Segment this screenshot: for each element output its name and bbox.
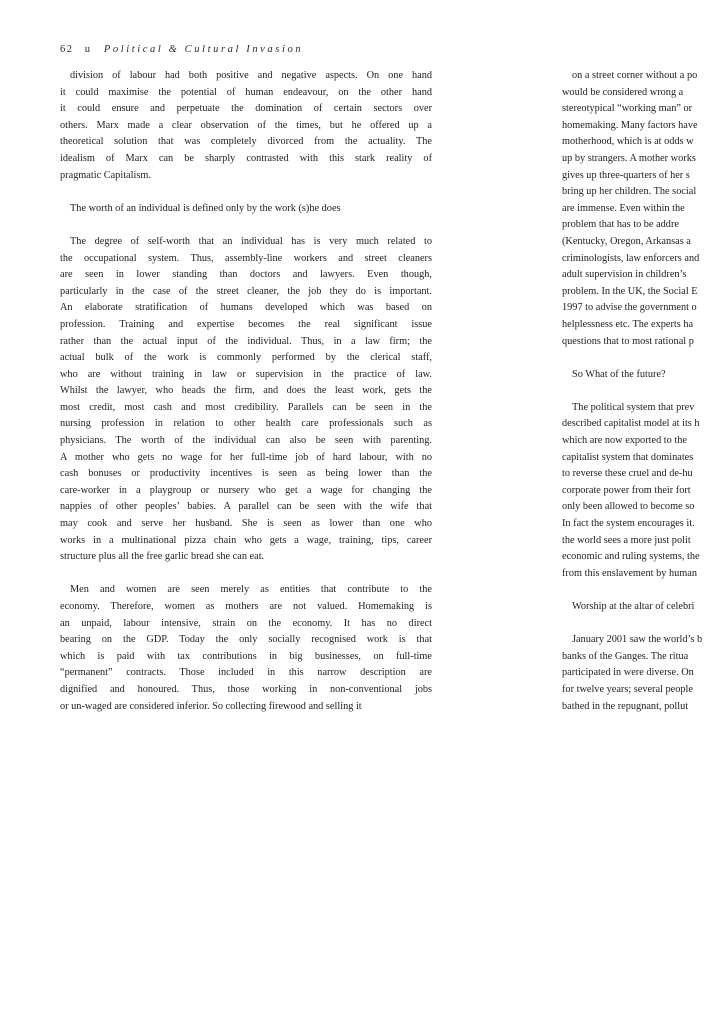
text-line: for twelve years; several people: [562, 683, 693, 695]
text-line: A mother who gets no wage for her full-time job of hard labour, with no: [60, 451, 432, 463]
text-line: “permanent” contracts. Those included in this narrow description are: [60, 667, 432, 679]
text-line: An elaborate stratification of humans developed which was based on: [60, 302, 432, 314]
text-line: from this enslavement by human: [562, 567, 697, 579]
page-number: 62: [60, 44, 74, 55]
paragraph: [60, 201, 432, 218]
text-line: 1997 to advise the government o: [562, 302, 697, 314]
text-line: pragmatic Capitalism.: [60, 169, 151, 181]
text-line: stereotypical “working man” or: [562, 103, 693, 115]
text-line: participated in were diverse. On: [562, 667, 694, 679]
running-header: [60, 44, 303, 55]
text-line: So What of the future?: [572, 368, 666, 380]
left-text-column: [60, 68, 432, 715]
text-line: who are without training in law or supervision in the practice of law.: [60, 368, 432, 380]
text-line: which is paid with tax contributions in big businesses, on full-time: [60, 650, 432, 662]
text-line: The degree of self-worth that an individual has is very much related to: [70, 235, 432, 247]
text-line: would be considered wrong a: [562, 86, 684, 98]
text-line: are immense. Even within the: [562, 202, 685, 214]
text-line: it could ensure and perpetuate the domination of certain sectors over: [60, 103, 432, 115]
text-line: may cook and serve her husband. She is seen as lower than one who: [60, 518, 432, 530]
text-line: economy. Therefore, women as mothers are not valued. Homemaking is: [60, 601, 432, 612]
text-line: are seen in lower standing than doctors and lawyers. Even though,: [60, 269, 432, 281]
text-line: which are now exported to the: [562, 435, 687, 447]
text-line: banks of the Ganges. The ritua: [562, 650, 689, 662]
text-line: up by strangers. A mother works: [562, 152, 696, 164]
text-line: it could maximise the potential of human endeavour, on the other hand: [60, 86, 432, 98]
text-line: criminologists, law enforcers and: [562, 252, 700, 264]
text-line: The worth of an individual is defined only by the work (s)he does: [70, 202, 341, 214]
text-line: problem that has to be addre: [562, 219, 679, 231]
text-line: physicians. The worth of the individual can also be seen with parenting.: [60, 435, 432, 447]
text-line: idealism of Marx can be sharply contrasted with this stark reality of: [60, 152, 432, 164]
text-line: others. Marx made a clear observation of the times, but he offered up a: [60, 119, 432, 131]
paragraph: [60, 234, 432, 566]
text-line: to reverse these cruel and de-hu: [562, 468, 693, 480]
text-line: cash bonuses or productivity incentives is seen as being lower than the: [60, 468, 432, 480]
text-line: capitalist system that dominates: [562, 451, 694, 463]
text-line: bearing on the GDP. Today the only socially recognised work is that: [60, 634, 432, 646]
text-line: the occupational system. Thus, assembly-line workers and street cleaners: [60, 252, 432, 264]
text-line: January 2001 saw the world’s b: [572, 634, 703, 646]
text-line: or un-waged are considered inferior. So collecting firewood and selling it: [60, 700, 362, 712]
text-line: motherhood, which is at odds w: [562, 136, 694, 148]
text-line: care-worker in a playgroup or nursery who get a wage for changing the: [60, 484, 432, 496]
text-line: works in a multinational pizza chain who gets a wage, training, tips, career: [60, 534, 432, 546]
text-line: only been allowed to become so: [562, 501, 695, 513]
text-line: described capitalist model at its h: [562, 418, 700, 430]
paragraph: [562, 632, 728, 715]
text-line: bring up her children. The social: [562, 186, 697, 198]
text-line: adult supervision in children’s: [562, 269, 687, 281]
header-separator-glyph: u: [84, 44, 93, 55]
text-line: economic and ruling systems, the: [562, 551, 700, 563]
text-line: The political system that prev: [572, 401, 695, 413]
text-line: helplessness etc. The experts ha: [562, 318, 694, 330]
right-text-column-cropped: [562, 68, 728, 715]
text-line: profession. Training and expertise becomes the real significant issue: [60, 318, 432, 330]
text-line: (Kentucky, Oregon, Arkansas a: [562, 235, 691, 247]
text-line: Men and women are seen merely as entities that contribute to the: [70, 584, 432, 596]
text-line: gives up three-quarters of her s: [562, 169, 690, 181]
paragraph: [562, 599, 728, 616]
text-line: theoretical solution that was completely divorced from the actuality. The: [60, 136, 432, 148]
text-line: an unpaid, labour intensive, strain on the economy. It has no direct: [60, 617, 432, 629]
text-line: nappies of other peoples’ babies. A parallel can be seen with the wife that: [60, 501, 432, 513]
text-line: bathed in the repugnant, pollut: [562, 700, 689, 712]
text-line: most credit, most cash and most credibility. Parallels can be seen in the: [60, 401, 432, 413]
text-line: Worship at the altar of celebri: [572, 601, 695, 612]
paragraph: [562, 400, 728, 583]
text-line: on a street corner without a po: [572, 70, 698, 81]
paragraph: [562, 68, 728, 350]
text-line: structure plus all the free garlic bread she can eat.: [60, 551, 265, 563]
text-line: rather than the actual input of the individual. Thus, in a law firm; the: [60, 335, 432, 347]
text-line: particularly in the case of the street cleaner, the job they do is important.: [60, 285, 432, 297]
text-line: problem. In the UK, the Social E: [562, 285, 698, 297]
text-line: division of labour had both positive and negative aspects. On one hand: [70, 70, 432, 81]
running-title: Political & Cultural Invasion: [103, 44, 304, 55]
text-line: homemaking. Many factors have: [562, 119, 698, 131]
paragraph: [60, 68, 432, 184]
text-line: nursing profession in relation to other health care professionals such as: [60, 418, 432, 430]
text-line: corporate power from their fort: [562, 484, 691, 496]
paragraph: [562, 367, 728, 384]
text-line: In fact the system encourages it.: [562, 518, 695, 530]
paragraph: [60, 582, 432, 715]
text-line: questions that to most rational p: [562, 335, 694, 347]
text-line: actual bulk of the work is commonly performed by the clerical staff,: [60, 352, 432, 364]
text-line: the world sees a more just polit: [562, 534, 691, 546]
text-line: Whilst the lawyer, who heads the firm, and does the least work, gets the: [60, 385, 432, 397]
text-line: dignified and honoured. Thus, those working in non-conventional jobs: [60, 683, 432, 695]
